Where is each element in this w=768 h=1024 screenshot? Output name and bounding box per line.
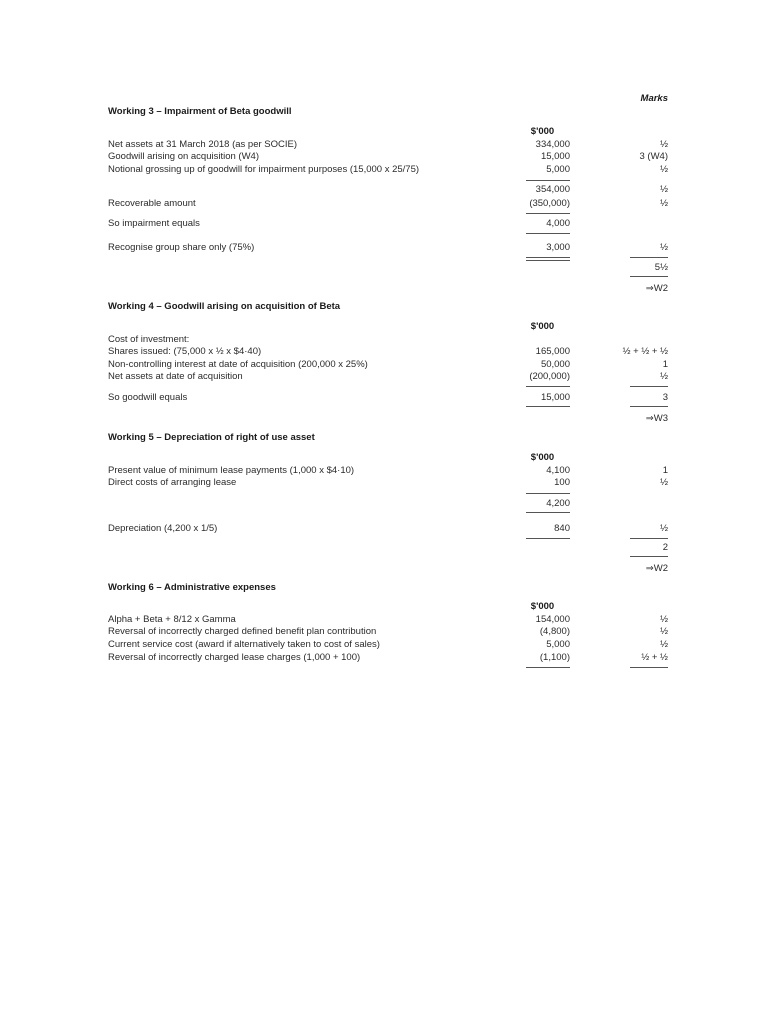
working-6-unit: $'000 (530, 601, 555, 612)
working-5-row-4-mark: ½ (660, 523, 668, 534)
working-5-row-2-amount: 100 (554, 477, 570, 488)
working-6-row-1-label: Alpha + Beta + 8/12 x Gamma (108, 614, 236, 625)
working-4-row-0-label: Cost of investment: (108, 334, 190, 345)
working-3-row-1-amount: 334,000 (535, 139, 570, 150)
working-4-row-2-amount: 50,000 (540, 359, 570, 370)
working-6-row-2-label: Reversal of incorrectly charged defined benefit plan contribution (108, 626, 377, 637)
working-4-row-3-mark: ½ (660, 371, 668, 382)
working-4-unit: $'000 (530, 321, 555, 332)
working-4-total-rule (526, 406, 570, 407)
working-6-row-1-amount: 154,000 (535, 614, 570, 625)
working-6-row-4-mark: ½ + ½ (641, 652, 668, 663)
working-4-marks-rule (630, 386, 668, 387)
working-3-row-6-amount: 4,000 (546, 218, 570, 229)
working-3-row-5-label: Recoverable amount (108, 198, 196, 209)
working-5-row-2-label: Direct costs of arranging lease (108, 477, 237, 488)
working-3-row-4-mark: ½ (660, 184, 668, 195)
working-5-marks-total-rule (630, 556, 668, 557)
working-4-title: Working 4 – Goodwill arising on acquisition of Beta (108, 301, 341, 312)
working-6-row-3-label: Current service cost (award if alternatively taken to cost of sales) (108, 639, 380, 650)
working-3-marks-total-rule (630, 276, 668, 277)
working-5-depreciation-rule (526, 538, 570, 539)
working-5-row-4-amount: 840 (554, 523, 570, 534)
working-3-row-2-label: Goodwill arising on acquisition (W4) (108, 151, 260, 162)
working-3-row-1-mark: ½ (660, 139, 668, 150)
working-3-row-7-mark: ½ (660, 242, 668, 253)
working-4-subtotal-rule (526, 386, 570, 387)
working-5-marks-total: 2 (662, 542, 668, 553)
working-4-row-4-mark: 3 (662, 392, 668, 403)
working-3-row-7-label: Recognise group share only (75%) (108, 242, 255, 253)
working-5-row-1-amount: 4,100 (546, 465, 570, 476)
working-3-row-2-amount: 15,000 (540, 151, 570, 162)
working-5-row-4-label: Depreciation (4,200 x 1/5) (108, 523, 218, 534)
working-5-row-2-mark: ½ (660, 477, 668, 488)
working-3-row-1-label: Net assets at 31 March 2018 (as per SOCIE) (108, 139, 298, 150)
working-5-reference: ⇒W2 (645, 563, 668, 574)
working-3-row-3-amount: 5,000 (546, 164, 570, 175)
working-3-row-3-mark: ½ (660, 164, 668, 175)
working-4-reference: ⇒W3 (645, 413, 668, 424)
working-5-subtotal-underline (526, 512, 570, 513)
working-6-marks-rule (630, 667, 668, 668)
working-3-row-5-amount: (350,000) (529, 198, 570, 209)
working-3-row-6-label: So impairment equals (108, 218, 200, 229)
marks-header: Marks (640, 93, 668, 104)
working-4-row-1-label: Shares issued: (75,000 x ½ x $4·40) (108, 346, 262, 357)
working-3-share-rule-1 (526, 257, 570, 258)
working-6-row-4-label: Reversal of incorrectly charged lease charges (1,000 + 100) (108, 652, 361, 663)
working-3-impairment-rule (526, 213, 570, 214)
working-4-row-1-amount: 165,000 (535, 346, 570, 357)
working-4-row-1-mark: ½ + ½ + ½ (622, 346, 668, 357)
working-6-row-2-amount: (4,800) (539, 626, 570, 637)
working-5-title: Working 5 – Depreciation of right of use asset (108, 432, 315, 443)
working-5-row-3-amount: 4,200 (546, 498, 570, 509)
working-3-subtotal-rule (526, 180, 570, 181)
working-3-marks-total: 5½ (654, 262, 668, 273)
working-4-row-2-label: Non-controlling interest at date of acquisition (200,000 x 25%) (108, 359, 368, 370)
working-3-title: Working 3 – Impairment of Beta goodwill (108, 106, 292, 117)
working-6-row-3-amount: 5,000 (546, 639, 570, 650)
working-4-row-3-amount: (200,000) (529, 371, 570, 382)
working-6-row-3-mark: ½ (660, 639, 668, 650)
working-6-amount-rule (526, 667, 570, 668)
working-4-marks-total-rule (630, 406, 668, 407)
working-5-subtotal-rule (526, 493, 570, 494)
working-4-row-4-label: So goodwill equals (108, 392, 188, 403)
working-3-marks-rule (630, 257, 668, 258)
working-5-row-1-label: Present value of minimum lease payments (1,000 x $4·10) (108, 465, 355, 476)
working-5-marks-rule (630, 538, 668, 539)
working-5-unit: $'000 (530, 452, 555, 463)
working-4-row-3-label: Net assets at date of acquisition (108, 371, 243, 382)
working-5-row-1-mark: 1 (662, 465, 668, 476)
working-3-share-rule-2 (526, 260, 570, 261)
working-3-row-7-amount: 3,000 (546, 242, 570, 253)
working-3-impairment-underline (526, 233, 570, 234)
working-3-reference: ⇒W2 (645, 283, 668, 294)
working-4-row-2-mark: 1 (662, 359, 668, 370)
working-3-row-2-mark: 3 (W4) (639, 151, 668, 162)
working-6-title: Working 6 – Administrative expenses (108, 582, 276, 593)
working-3-row-3-label: Notional grossing up of goodwill for impairment purposes (15,000 x 25/75) (108, 164, 420, 175)
working-4-row-4-amount: 15,000 (540, 392, 570, 403)
working-3-row-4-amount: 354,000 (535, 184, 570, 195)
working-6-row-2-mark: ½ (660, 626, 668, 637)
working-3-unit: $'000 (530, 126, 555, 137)
working-3-row-5-mark: ½ (660, 198, 668, 209)
working-6-row-4-amount: (1,100) (539, 652, 570, 663)
working-6-row-1-mark: ½ (660, 614, 668, 625)
